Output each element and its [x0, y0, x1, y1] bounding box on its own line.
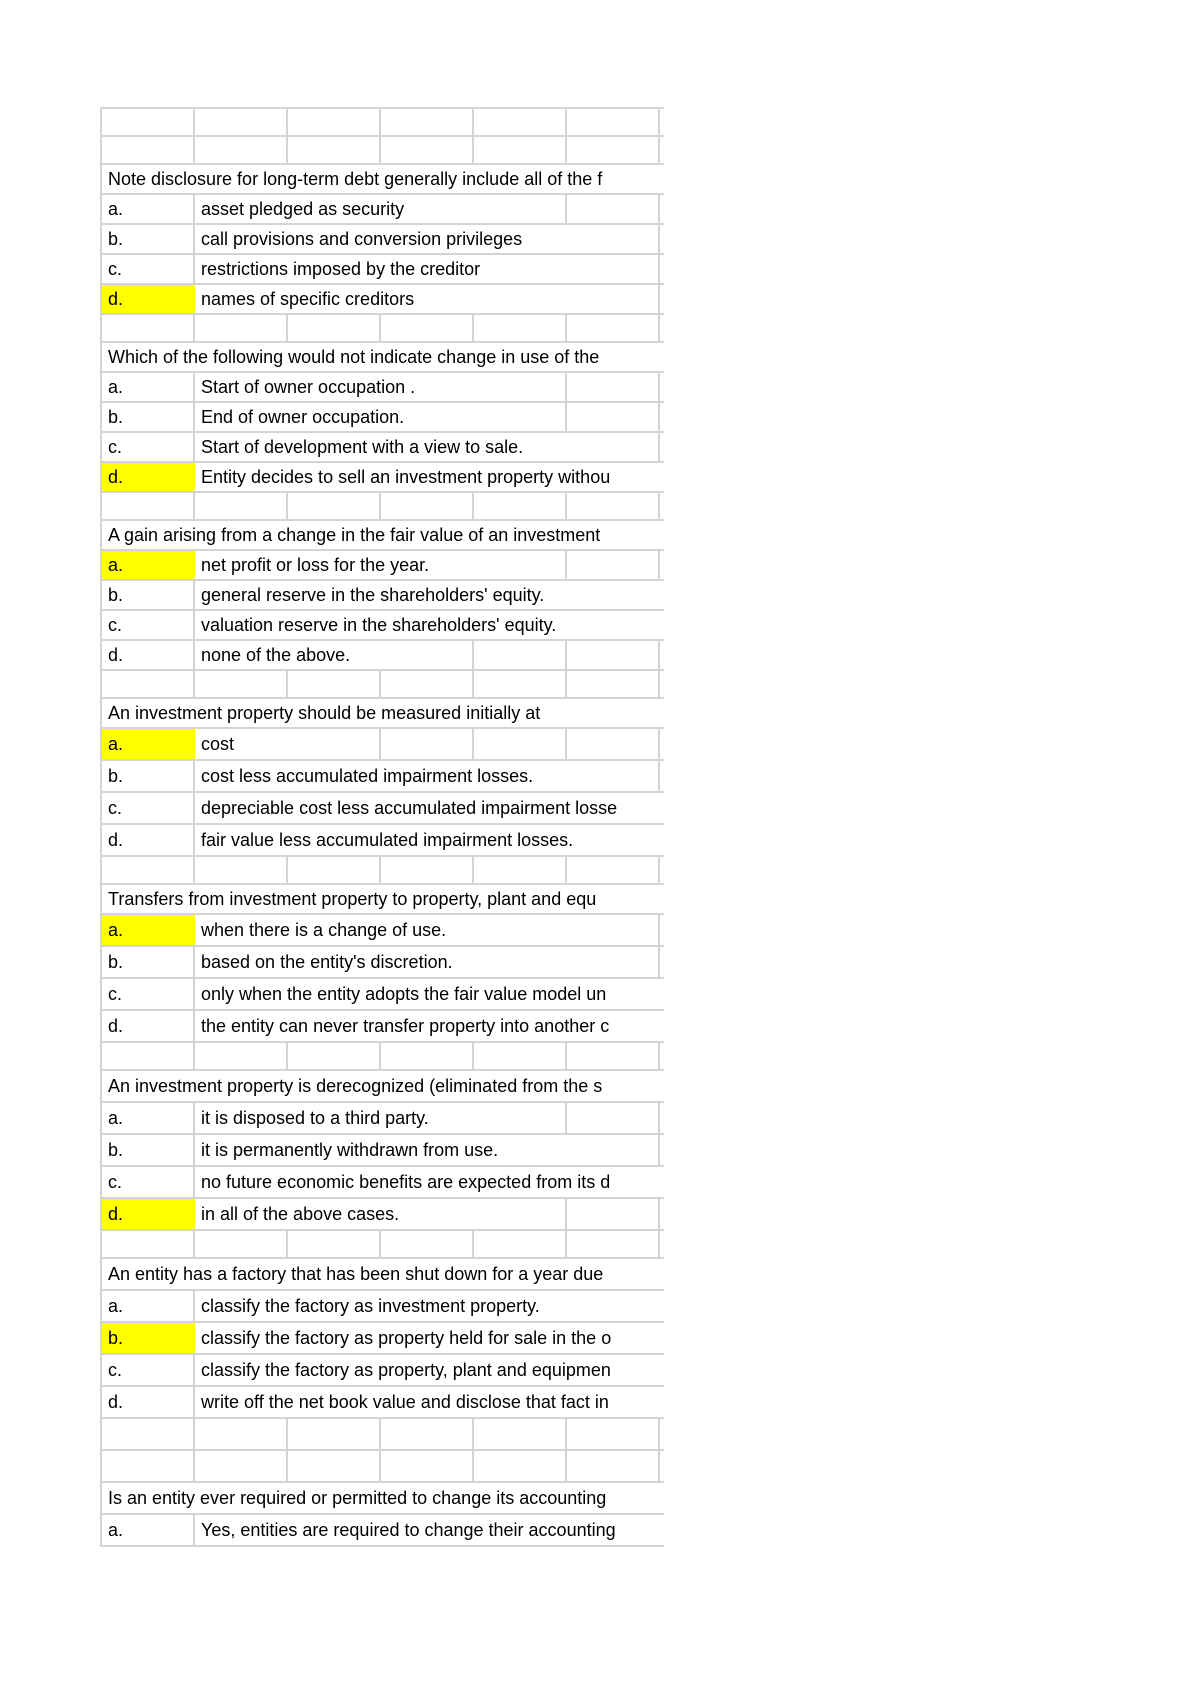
option-text[interactable]: based on the entity's discretion. — [195, 947, 567, 977]
question-text[interactable]: Is an entity ever required or permitted to change its accounting — [102, 1483, 664, 1513]
question-text[interactable]: A gain arising from a change in the fair value of an investment — [102, 521, 664, 549]
grid-cell[interactable] — [288, 315, 381, 341]
question-text[interactable]: An entity has a factory that has been shut down for a year due — [102, 1259, 664, 1289]
option-text[interactable]: names of specific creditors — [195, 285, 567, 313]
option-text[interactable]: depreciable cost less accumulated impairment losse — [195, 793, 660, 823]
option-letter[interactable]: b. — [108, 584, 124, 605]
blank-row — [102, 671, 664, 699]
question-text[interactable]: Note disclosure for long-term debt generally include all of the f — [102, 165, 664, 193]
grid-cell[interactable] — [567, 1103, 660, 1133]
option-letter[interactable]: a. — [108, 376, 124, 397]
grid-cell[interactable] — [567, 225, 660, 253]
option-letter[interactable]: c. — [108, 614, 123, 635]
question-row — [102, 343, 664, 373]
grid-cell[interactable] — [381, 1451, 474, 1481]
option-text[interactable]: general reserve in the shareholders' equity. — [195, 581, 660, 609]
question-row — [102, 885, 664, 915]
blank-row — [102, 1419, 664, 1451]
grid-cell[interactable] — [567, 1231, 660, 1257]
grid-cell[interactable] — [195, 137, 288, 163]
grid-cell[interactable] — [195, 1419, 288, 1449]
grid-cell[interactable] — [474, 137, 567, 163]
option-row — [102, 611, 664, 641]
grid-cell[interactable] — [567, 761, 660, 791]
option-text[interactable]: fair value less accumulated impairment losses. — [195, 825, 660, 855]
grid-cell[interactable] — [474, 1199, 567, 1229]
option-text[interactable]: none of the above. — [195, 641, 381, 669]
option-text[interactable]: the entity can never transfer property into another c — [195, 1011, 660, 1041]
grid-cell[interactable] — [381, 641, 474, 669]
option-row — [102, 1199, 664, 1231]
option-row — [102, 581, 664, 611]
grid-cell[interactable] — [474, 109, 567, 135]
option-letter[interactable]: b. — [108, 951, 124, 972]
option-letter[interactable]: a. — [108, 1107, 124, 1128]
grid-cell[interactable] — [288, 1451, 381, 1481]
option-row — [102, 761, 664, 793]
grid-cell[interactable] — [567, 315, 660, 341]
option-letter[interactable]: c. — [108, 436, 123, 457]
blank-row — [102, 1043, 664, 1071]
grid-cell[interactable] — [474, 1231, 567, 1257]
grid-cell[interactable] — [567, 641, 660, 669]
grid-cell[interactable] — [381, 1231, 474, 1257]
option-text[interactable]: classify the factory as property held for sale in the o — [195, 1323, 660, 1353]
grid-cell[interactable] — [567, 671, 660, 697]
blank-row — [102, 493, 664, 521]
grid-cell[interactable] — [474, 403, 567, 431]
question-row — [102, 699, 664, 729]
option-text[interactable]: asset pledged as security — [195, 195, 474, 223]
question-row — [102, 1483, 664, 1515]
grid-cell[interactable] — [288, 857, 381, 883]
grid-cell[interactable] — [474, 857, 567, 883]
option-text[interactable]: in all of the above cases. — [195, 1199, 474, 1229]
answer-letter-highlighted[interactable]: d. — [102, 1199, 195, 1229]
grid-cell[interactable] — [567, 195, 660, 223]
grid-cell[interactable] — [381, 729, 474, 759]
option-text[interactable]: it is disposed to a third party. — [195, 1103, 474, 1133]
option-letter[interactable]: b. — [108, 406, 124, 427]
option-row — [102, 1167, 664, 1199]
option-letter[interactable]: c. — [108, 797, 123, 818]
grid-cell[interactable] — [567, 1135, 660, 1165]
answer-letter-highlighted[interactable]: a. — [102, 729, 195, 759]
option-text[interactable]: write off the net book value and disclose that fact in — [195, 1387, 660, 1417]
blank-row — [102, 109, 664, 137]
grid-cell[interactable] — [195, 857, 288, 883]
option-row — [102, 225, 664, 255]
option-row — [102, 285, 664, 315]
grid-cell[interactable] — [474, 1043, 567, 1069]
option-text[interactable]: classify the factory as property, plant and equipmen — [195, 1355, 660, 1385]
option-row — [102, 551, 664, 581]
grid-cell[interactable] — [474, 671, 567, 697]
option-text[interactable]: cost less accumulated impairment losses. — [195, 761, 567, 791]
blank-row — [102, 1451, 664, 1483]
option-text[interactable]: it is permanently withdrawn from use. — [195, 1135, 567, 1165]
grid-cell[interactable] — [195, 1043, 288, 1069]
grid-cell[interactable] — [567, 915, 660, 945]
question-row — [102, 1259, 664, 1291]
option-text[interactable]: End of owner occupation. — [195, 403, 474, 431]
grid-cell[interactable] — [381, 109, 474, 135]
option-row — [102, 255, 664, 285]
option-letter[interactable]: b. — [108, 1139, 124, 1160]
grid-cell[interactable] — [474, 195, 567, 223]
option-row — [102, 825, 664, 857]
option-row — [102, 1515, 664, 1547]
grid-cell[interactable] — [474, 729, 567, 759]
question-row — [102, 1071, 664, 1103]
grid-cell[interactable] — [288, 729, 381, 759]
grid-cell[interactable] — [288, 1043, 381, 1069]
option-row — [102, 979, 664, 1011]
grid-cell[interactable] — [474, 373, 567, 401]
option-letter[interactable]: c. — [108, 258, 123, 279]
option-letter[interactable]: a. — [108, 198, 124, 219]
grid-cell[interactable] — [474, 1419, 567, 1449]
grid-cell[interactable] — [381, 137, 474, 163]
grid-cell[interactable] — [102, 137, 195, 163]
option-text[interactable]: Start of development with a view to sale. — [195, 433, 567, 461]
grid-cell[interactable] — [102, 109, 195, 135]
grid-cell[interactable] — [195, 493, 288, 519]
question-row — [102, 521, 664, 551]
answer-letter-highlighted[interactable]: d. — [102, 285, 195, 313]
option-row — [102, 915, 664, 947]
grid-cell[interactable] — [381, 857, 474, 883]
grid-cell[interactable] — [474, 551, 567, 579]
answer-letter-highlighted[interactable]: d. — [102, 463, 195, 491]
blank-row — [102, 137, 664, 165]
option-row — [102, 1387, 664, 1419]
grid-cell[interactable] — [474, 1103, 567, 1133]
grid-cell[interactable] — [567, 137, 660, 163]
question-row — [102, 165, 664, 195]
option-text[interactable]: Yes, entities are required to change their accounting — [195, 1515, 660, 1545]
grid-cell[interactable] — [567, 1199, 660, 1229]
answer-letter-highlighted[interactable]: b. — [102, 1323, 195, 1353]
option-letter[interactable]: c. — [108, 983, 123, 1004]
grid-cell[interactable] — [195, 315, 288, 341]
option-row — [102, 1103, 664, 1135]
grid-cell[interactable] — [195, 1451, 288, 1481]
grid-cell[interactable] — [474, 1451, 567, 1481]
grid-cell[interactable] — [474, 641, 567, 669]
answer-letter-highlighted[interactable]: a. — [102, 915, 195, 945]
grid-cell[interactable] — [102, 315, 195, 341]
option-letter[interactable]: c. — [108, 1359, 123, 1380]
grid-cell[interactable] — [102, 1451, 195, 1481]
answer-letter-highlighted[interactable]: a. — [102, 551, 195, 579]
grid-cell[interactable] — [195, 109, 288, 135]
option-letter[interactable]: d. — [108, 644, 124, 665]
option-text[interactable]: classify the factory as investment property. — [195, 1291, 660, 1321]
blank-row — [102, 1231, 664, 1259]
question-text[interactable]: Which of the following would not indicate change in use of the — [102, 343, 664, 371]
grid-cell[interactable] — [288, 109, 381, 135]
grid-cell[interactable] — [567, 729, 660, 759]
option-text[interactable]: call provisions and conversion privileges — [195, 225, 567, 253]
option-row — [102, 1291, 664, 1323]
grid-cell[interactable] — [381, 315, 474, 341]
option-row — [102, 1011, 664, 1043]
question-text[interactable]: An investment property should be measured initially at — [102, 699, 664, 727]
option-row — [102, 729, 664, 761]
option-row — [102, 195, 664, 225]
grid-cell[interactable] — [195, 1231, 288, 1257]
option-letter[interactable]: b. — [108, 765, 124, 786]
grid-cell[interactable] — [381, 493, 474, 519]
option-text[interactable]: Entity decides to sell an investment property withou — [195, 463, 660, 491]
grid-cell[interactable] — [474, 315, 567, 341]
option-row — [102, 1355, 664, 1387]
option-text[interactable]: cost — [195, 729, 288, 759]
grid-cell[interactable] — [288, 493, 381, 519]
option-letter[interactable]: c. — [108, 1171, 123, 1192]
grid-cell[interactable] — [381, 1419, 474, 1449]
grid-cell[interactable] — [567, 373, 660, 401]
option-letter[interactable]: d. — [108, 829, 124, 850]
option-row — [102, 947, 664, 979]
option-text[interactable]: only when the entity adopts the fair value model un — [195, 979, 660, 1009]
grid-cell[interactable] — [102, 857, 195, 883]
grid-cell[interactable] — [567, 493, 660, 519]
option-row — [102, 433, 664, 463]
option-text[interactable]: when there is a change of use. — [195, 915, 567, 945]
option-row — [102, 373, 664, 403]
grid-cell[interactable] — [567, 403, 660, 431]
grid-cell[interactable] — [102, 1231, 195, 1257]
option-letter[interactable]: a. — [108, 1519, 124, 1540]
option-row — [102, 1135, 664, 1167]
option-row — [102, 463, 664, 493]
grid-cell[interactable] — [567, 255, 660, 283]
grid-cell[interactable] — [567, 1419, 660, 1449]
option-letter[interactable]: d. — [108, 1391, 124, 1412]
option-letter[interactable]: a. — [108, 1295, 124, 1316]
option-text[interactable]: valuation reserve in the shareholders' equity. — [195, 611, 660, 639]
question-text[interactable]: Transfers from investment property to property, plant and equ — [102, 885, 664, 913]
grid-cell[interactable] — [288, 671, 381, 697]
spreadsheet-grid[interactable] — [100, 107, 664, 1547]
grid-cell[interactable] — [567, 947, 660, 977]
grid-cell[interactable] — [288, 1231, 381, 1257]
option-letter[interactable]: b. — [108, 228, 124, 249]
grid-cell[interactable] — [567, 109, 660, 135]
grid-cell[interactable] — [381, 671, 474, 697]
option-row — [102, 793, 664, 825]
option-row — [102, 403, 664, 433]
grid-cell[interactable] — [567, 285, 660, 313]
grid-cell[interactable] — [567, 857, 660, 883]
option-row — [102, 1323, 664, 1355]
option-letter[interactable]: d. — [108, 1015, 124, 1036]
option-text[interactable]: no future economic benefits are expected from its d — [195, 1167, 660, 1197]
option-text[interactable]: net profit or loss for the year. — [195, 551, 474, 579]
blank-row — [102, 315, 664, 343]
grid-cell[interactable] — [474, 493, 567, 519]
option-row — [102, 641, 664, 671]
grid-cell[interactable] — [102, 1419, 195, 1449]
grid-cell[interactable] — [567, 1043, 660, 1069]
grid-cell[interactable] — [195, 671, 288, 697]
grid-cell[interactable] — [288, 1419, 381, 1449]
grid-cell[interactable] — [567, 433, 660, 461]
option-text[interactable]: Start of owner occupation . — [195, 373, 474, 401]
grid-cell[interactable] — [567, 1451, 660, 1481]
question-text[interactable]: An investment property is derecognized (eliminated from the s — [102, 1071, 664, 1101]
grid-cell[interactable] — [567, 551, 660, 579]
grid-cell[interactable] — [102, 671, 195, 697]
grid-cell[interactable] — [288, 137, 381, 163]
grid-cell[interactable] — [102, 493, 195, 519]
grid-cell[interactable] — [381, 1043, 474, 1069]
option-text[interactable]: restrictions imposed by the creditor — [195, 255, 567, 283]
grid-cell[interactable] — [102, 1043, 195, 1069]
blank-row — [102, 857, 664, 885]
